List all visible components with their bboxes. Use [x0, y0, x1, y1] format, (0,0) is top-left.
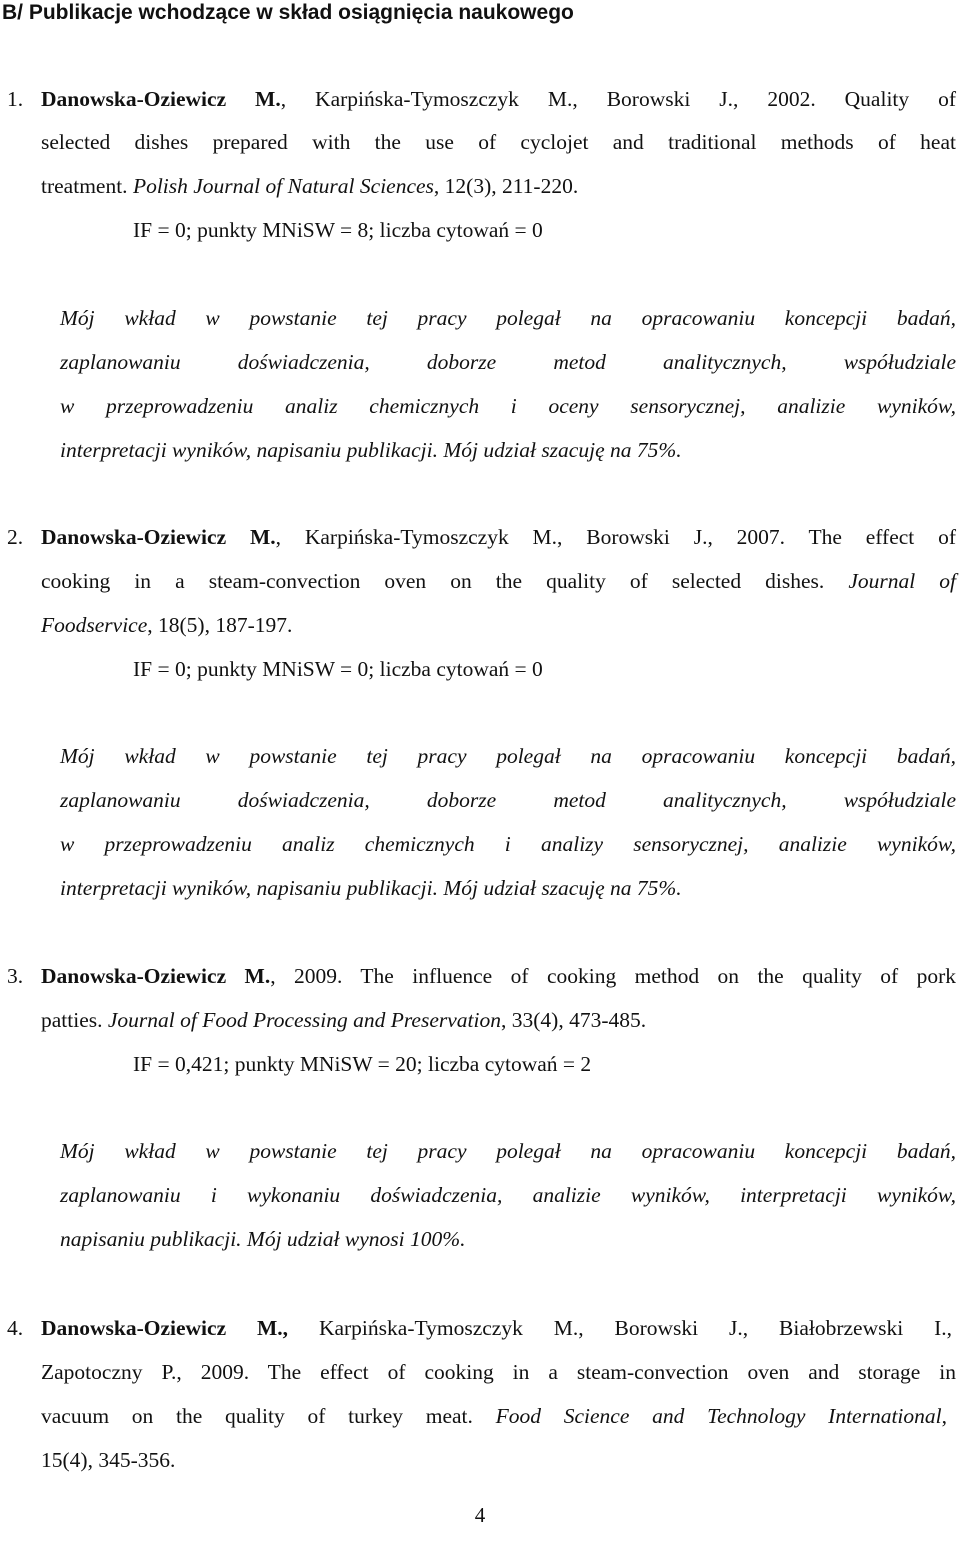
citation-line	[41, 84, 956, 114]
citation-text: , 18(5), 187-197.	[147, 613, 293, 637]
publication-metrics: IF = 0; punkty MNiSW = 8; liczba cytowań = 0	[133, 218, 543, 242]
contribution-line: w przeprowadzeniu analiz chemicznych i oceny sensorycznej, analizie wyników,	[60, 394, 956, 418]
citation-text: , 12(3), 211-220.	[433, 174, 579, 198]
citation-text: cooking in a steam-convection oven on the quality of selected dishes.	[41, 569, 849, 593]
journal-name: Polish Journal of Natural Sciences	[132, 174, 434, 198]
contribution-line: interpretacji wyników, napisaniu publikacji. Mój udział szacuję na 75%.	[60, 438, 682, 462]
citation-text: ,	[941, 1404, 948, 1428]
citation-line	[41, 1401, 947, 1431]
citation-line	[41, 610, 292, 640]
contribution-line: Mój wkład w powstanie tej pracy polegał na opracowaniu koncepcji badań,	[60, 744, 956, 768]
citation-text: , Karpińska-Tymoszczyk M., Borowski J., 2002. Quality of	[280, 87, 957, 111]
contribution-line: Mój wkład w powstanie tej pracy polegał na opracowaniu koncepcji badań,	[60, 306, 956, 330]
section-heading: B/ Publikacje wchodzące w skład osiągnięcia naukowego	[2, 1, 574, 24]
journal-name: Journal of	[848, 569, 956, 593]
publication-metrics: IF = 0; punkty MNiSW = 0; liczba cytowań = 0	[133, 657, 543, 681]
journal-name: Journal of Food Processing and Preservation	[107, 1008, 501, 1032]
citation-line	[41, 1357, 956, 1387]
contribution-line: zaplanowaniu doświadczenia, doborze metod analitycznych, współudziale	[60, 350, 956, 374]
citation-line	[41, 171, 578, 201]
citation-text: vacuum on the quality of turkey meat.	[41, 1404, 496, 1428]
contribution-line: Mój wkład w powstanie tej pracy polegał na opracowaniu koncepcji badań,	[60, 1139, 956, 1163]
contribution-line: w przeprowadzeniu analiz chemicznych i analizy sensorycznej, analizie wyników,	[60, 832, 956, 856]
page-number: 4	[474, 1503, 486, 1527]
citation-line	[41, 961, 956, 991]
citation-text: , 33(4), 473-485.	[501, 1008, 647, 1032]
citation-text: 15(4), 345-356.	[41, 1448, 176, 1472]
citation-text: selected dishes prepared with the use of cyclojet and traditional methods of heat	[41, 130, 956, 154]
citation-text: Karpińska-Tymoszczyk M., Borowski J., Białobrzewski I.,	[288, 1316, 953, 1340]
citation-line	[41, 566, 956, 596]
citation-line	[41, 1313, 952, 1343]
publication-metrics: IF = 0,421; punkty MNiSW = 20; liczba cytowań = 2	[133, 1052, 592, 1076]
contribution-line: interpretacji wyników, napisaniu publikacji. Mój udział szacuję na 75%.	[60, 876, 682, 900]
citation-line	[41, 1445, 175, 1475]
citation-text: patties.	[41, 1008, 108, 1032]
publication-number: 1.	[7, 87, 24, 111]
author-highlight: Danowska-Oziewicz M.	[41, 525, 276, 549]
publication-number: 3.	[7, 964, 24, 988]
citation-text: treatment.	[41, 174, 133, 198]
citation-text: Zapotoczny P., 2009. The effect of cooking in a steam-convection oven and storage in	[41, 1360, 956, 1384]
contribution-line: napisaniu publikacji. Mój udział wynosi 100%.	[60, 1227, 466, 1251]
citation-text: , Karpińska-Tymoszczyk M., Borowski J., 2007. The effect of	[275, 525, 957, 549]
contribution-line: zaplanowaniu i wykonaniu doświadczenia, analizie wyników, interpretacji wyników,	[60, 1183, 956, 1207]
journal-name: Foodservice	[41, 613, 148, 637]
citation-line	[41, 127, 956, 157]
publication-number: 4.	[7, 1316, 24, 1340]
contribution-line: zaplanowaniu doświadczenia, doborze metod analitycznych, współudziale	[60, 788, 956, 812]
author-highlight: Danowska-Oziewicz M.,	[41, 1316, 289, 1340]
journal-name: Food Science and Technology International	[495, 1404, 942, 1428]
author-highlight: Danowska-Oziewicz M.	[41, 964, 271, 988]
citation-line	[41, 1005, 646, 1035]
citation-line	[41, 522, 956, 552]
author-highlight: Danowska-Oziewicz M.	[41, 87, 281, 111]
publication-number: 2.	[7, 525, 24, 549]
citation-text: , 2009. The influence of cooking method on the quality of pork	[270, 964, 956, 988]
